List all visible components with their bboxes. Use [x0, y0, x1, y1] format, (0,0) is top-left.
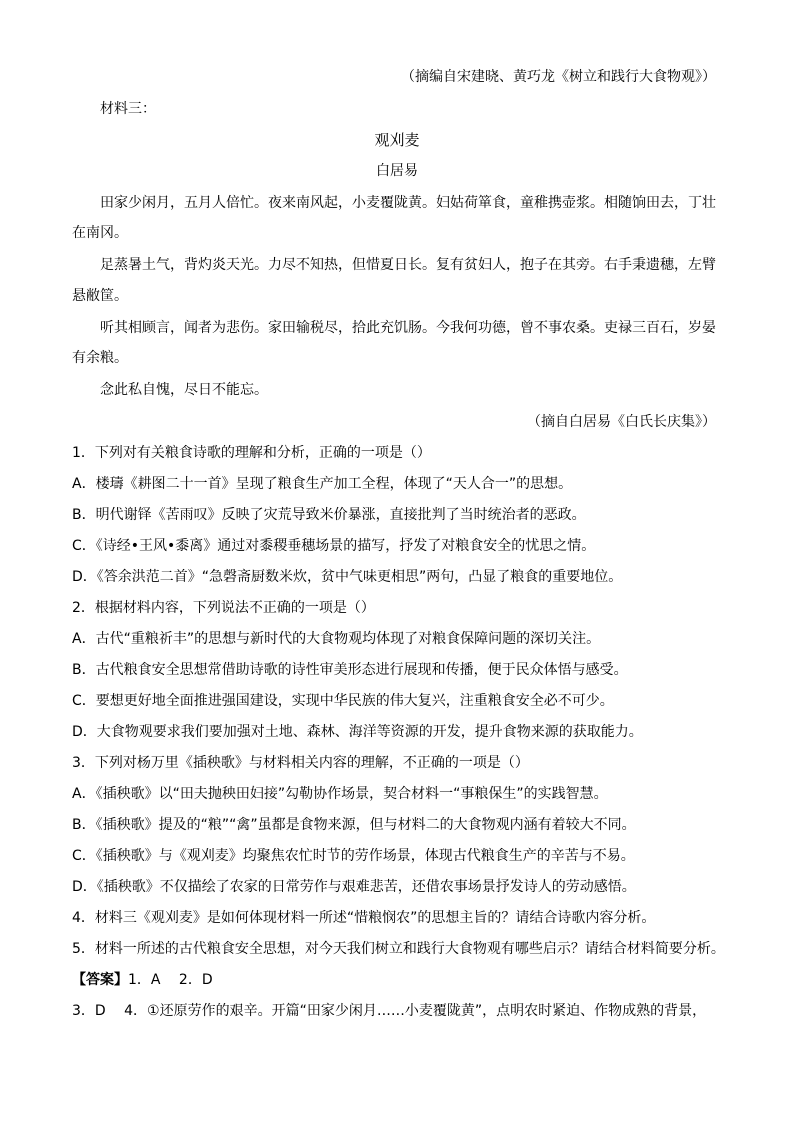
question-1-option-d: D．《答余洪范二首》“急磬斋厨数米炊，贫中气味更相思”两句，凸显了粮食的重要地位。 [72, 569, 623, 585]
question-3-option-a: A．《插秧歌》以“田夫抛秧田妇接”勾勒协作场景，契合材料一“事粮保生”的实践智慧。 [72, 786, 608, 802]
question-1-option-b: B．明代谢铎《苦雨叹》反映了灾荒导致米价暴涨，直接批判了当时统治者的恶政。 [72, 507, 586, 523]
source-citation-material2: （摘编自宋建晓、黄巧龙《树立和践行大食物观》） [401, 69, 716, 85]
poem-paragraph-1: 田家少闲月，五月人倍忙。夜来南风起，小麦覆陇黄。妇姑荷箪食，童稚携壶浆。相随饷田去，丁壮 [100, 195, 716, 211]
poem-paragraph-2: 足蒸暑土气，背灼炎天光。力尽不知热，但惜夏日长。复有贫妇人，抱子在其旁。右手秉遗穗，左臂 [100, 257, 716, 273]
poem-paragraph-3: 听其相顾言，闻者为悲伤。家田输税尽，拾此充饥肠。今我何功德，曾不事农桑。吏禄三百石，岁晏 [100, 320, 716, 336]
poem-author: 白居易 [376, 163, 418, 179]
question-3-option-d: D．《插秧歌》不仅描绘了农家的日常劳作与艰难悲苦，还借农事场景抒发诗人的劳动感悟。 [72, 879, 636, 895]
question-3-option-c: C．《插秧歌》与《观刈麦》均聚焦农忙时节的劳作场景，体现古代粮食生产的辛苦与不易。 [72, 848, 635, 864]
question-3-stem: 3．下列对杨万里《插秧歌》与材料相关内容的理解，不正确的一项是（） [72, 755, 529, 771]
material3-label: 材料三： [100, 101, 156, 117]
question-2-option-c: C．要想更好地全面推进强国建设，实现中华民族的伟大复兴，注重粮食安全必不可少。 [72, 693, 614, 709]
poem-paragraph-2-cont: 悬敝筐。 [72, 288, 128, 304]
answer-line-1 [72, 970, 213, 990]
question-3-option-b: B．《插秧歌》提及的“粮”“禽”虽都是食物来源，但与材料二的大食物观内涵有着较大不同。 [72, 817, 636, 833]
answer-label: 【答案】 [72, 972, 128, 988]
question-2-option-d: D．大食物观要求我们要加强对土地、森林、海洋等资源的开发，提升食物来源的获取能力。 [72, 724, 643, 740]
poem-paragraph-4: 念此私自愧，尽日不能忘。 [100, 382, 268, 398]
question-2-option-b: B．古代粮食安全思想常借助诗歌的诗性审美形态进行展现和传播，便于民众体悟与感受。 [72, 662, 628, 678]
poem-paragraph-1-cont: 在南冈。 [72, 225, 128, 241]
answer-values-1-2: 1．A 2．D [128, 972, 213, 988]
answer-line-2: 3．D 4．①还原劳作的艰辛。开篇“田家少闲月……小麦覆陇黄”，点明农时紧迫、作物成熟的背景， [72, 1003, 707, 1019]
question-1-option-a: A．楼璹《耕图二十一首》呈现了粮食生产加工全程，体现了“天人合一”的思想。 [72, 476, 573, 492]
question-5-stem: 5．材料一所述的古代粮食安全思想，对今天我们树立和践行大食物观有哪些启示？请结合材料简要分析。 [72, 941, 725, 957]
question-2-option-a: A．古代“重粮祈丰”的思想与新时代的大食物观均体现了对粮食保障问题的深切关注。 [72, 631, 601, 647]
poem-paragraph-3-cont: 有余粮。 [72, 350, 128, 366]
source-citation-material3: （摘自白居易《白氏长庆集》） [527, 414, 716, 430]
question-2-stem: 2．根据材料内容，下列说法不正确的一项是（） [72, 600, 375, 616]
question-1-option-c: C．《诗经•王风•黍离》通过对黍稷垂穗场景的描写，抒发了对粮食安全的忧思之情。 [72, 538, 596, 554]
question-1-stem: 1．下列对有关粮食诗歌的理解和分析，正确的一项是（） [72, 445, 431, 461]
poem-title: 观刈麦 [374, 131, 420, 149]
question-4-stem: 4．材料三《观刈麦》是如何体现材料一所述“惜粮悯农”的思想主旨的？请结合诗歌内容分析。 [72, 910, 656, 926]
